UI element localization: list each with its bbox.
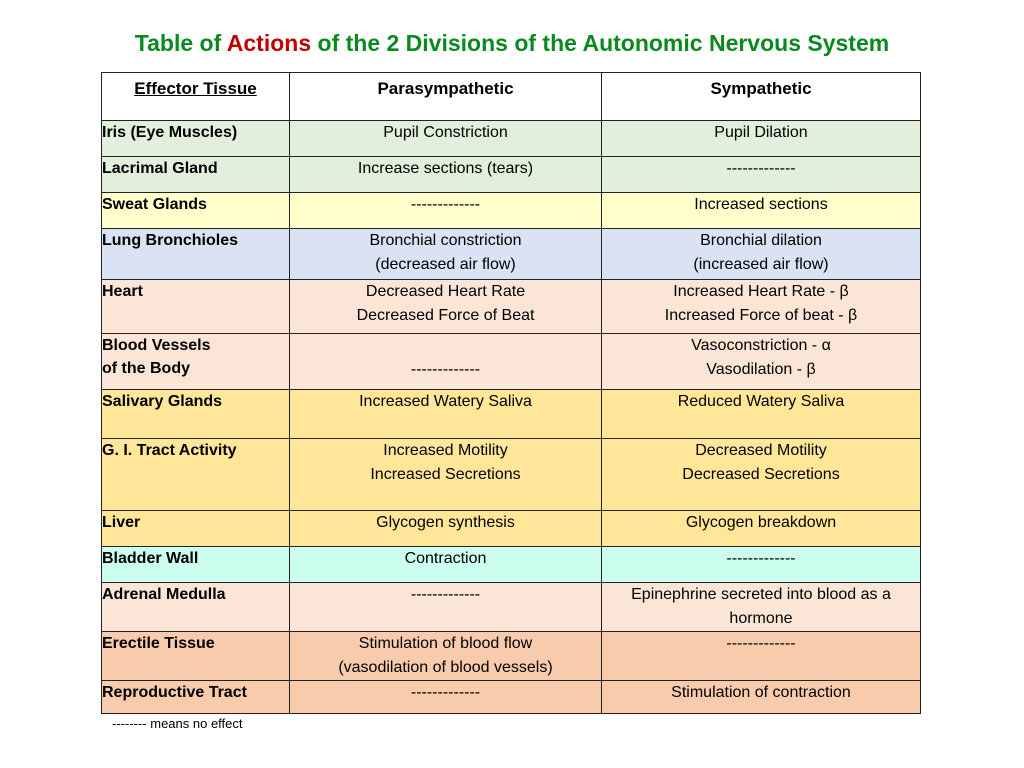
cell-line: Lung Bronchioles (102, 232, 238, 249)
tissue-cell (102, 547, 290, 583)
cell-line: (increased air flow) (693, 256, 829, 273)
tissue-cell (102, 157, 290, 193)
table-row (102, 280, 921, 334)
tissue-cell (102, 583, 290, 632)
cell-line: Reduced Watery Saliva (677, 393, 845, 410)
cell-line: ------------- (410, 586, 481, 603)
parasympathetic-cell (290, 280, 602, 334)
sympathetic-cell (602, 334, 921, 390)
sympathetic-cell (602, 511, 921, 547)
tissue-cell (102, 632, 290, 681)
sympathetic-cell (602, 121, 921, 157)
sympathetic-cell (602, 390, 921, 439)
cell-line: ------------- (410, 361, 481, 378)
parasympathetic-cell (290, 229, 602, 280)
table-row (102, 547, 921, 583)
table-row (102, 439, 921, 511)
cell-line: Iris (Eye Muscles) (102, 124, 238, 141)
tissue-cell (102, 681, 290, 714)
tissue-cell (102, 511, 290, 547)
table-row (102, 334, 921, 390)
cell-line: ------------- (726, 160, 796, 177)
header-row (102, 73, 921, 121)
cell-line: Reproductive Tract (102, 684, 247, 701)
cell-line: ------------- (410, 684, 481, 701)
sympathetic-cell (602, 583, 921, 632)
cell-line: (decreased air flow) (375, 256, 516, 273)
cell-line: Bronchial constriction (369, 232, 522, 249)
sympathetic-cell (602, 280, 921, 334)
cell-line: Pupil Constriction (383, 124, 508, 141)
parasympathetic-cell (290, 334, 602, 390)
parasympathetic-cell (290, 547, 602, 583)
cell-line: Contraction (404, 550, 487, 567)
cell-line: Vasodilation - β (706, 361, 816, 378)
sympathetic-cell (602, 439, 921, 511)
footnote: -------- means no effect (112, 716, 243, 731)
table-row (102, 157, 921, 193)
cell-line: Lacrimal Gland (102, 160, 218, 177)
cell-line: Liver (102, 514, 141, 531)
sympathetic-cell (602, 681, 921, 714)
page-title (0, 30, 1024, 57)
cell-line: Increase sections (tears) (357, 160, 534, 177)
cell-line: Stimulation of contraction (671, 684, 851, 701)
cell-line: Epinephrine secreted into blood as a (631, 586, 891, 603)
cell-line: Sweat Glands (102, 196, 207, 213)
title-text-1: Table of (134, 30, 227, 56)
cell-line: Increased Secretions (370, 466, 521, 483)
cell-line: Pupil Dilation (714, 124, 808, 141)
cell-line: Decreased Force of Beat (356, 307, 535, 324)
cell-line: Erectile Tissue (102, 635, 215, 652)
parasympathetic-cell (290, 681, 602, 714)
table-row (102, 583, 921, 632)
cell-line: Bronchial dilation (700, 232, 822, 249)
cell-line: ------------- (726, 635, 796, 652)
title-text-2: of the 2 Divisions of the Autonomic Nervous System (311, 30, 890, 56)
cell-line: ------------- (410, 196, 481, 213)
cell-line: hormone (729, 610, 793, 627)
cell-line: Increased Watery Saliva (359, 393, 532, 410)
parasympathetic-cell (290, 193, 602, 229)
tissue-cell (102, 229, 290, 280)
parasympathetic-cell (290, 121, 602, 157)
sympathetic-cell (602, 632, 921, 681)
cell-line: Increased Heart Rate - β (673, 283, 849, 300)
cell-line: Salivary Glands (102, 393, 223, 410)
header-sympathetic: Sympathetic (602, 73, 921, 121)
cell-line: Decreased Heart Rate (365, 283, 526, 300)
parasympathetic-cell (290, 632, 602, 681)
table-row (102, 121, 921, 157)
cell-line: Increased sections (694, 196, 828, 213)
table-row (102, 193, 921, 229)
tissue-cell (102, 390, 290, 439)
actions-table (101, 72, 921, 714)
cell-line: Glycogen breakdown (685, 514, 837, 531)
sympathetic-cell (602, 157, 921, 193)
sympathetic-cell (602, 547, 921, 583)
cell-line: G. I. Tract Activity (102, 442, 237, 459)
cell-line: Vasoconstriction - α (691, 337, 831, 354)
table-row (102, 390, 921, 439)
cell-line: Glycogen synthesis (376, 514, 515, 531)
cell-line: of the Body (102, 360, 190, 377)
table-row (102, 229, 921, 280)
header-effector-tissue: Effector Tissue (102, 73, 290, 121)
cell-line: Decreased Motility (695, 442, 827, 459)
tissue-cell (102, 334, 290, 390)
tissue-cell (102, 439, 290, 511)
cell-line: Heart (102, 283, 143, 300)
parasympathetic-cell (290, 390, 602, 439)
cell-line: Adrenal Medulla (102, 586, 226, 603)
parasympathetic-cell (290, 439, 602, 511)
cell-line: Stimulation of blood flow (358, 635, 533, 652)
cell-line: (vasodilation of blood vessels) (338, 659, 553, 676)
cell-line: Blood Vessels (102, 337, 211, 354)
table-row (102, 632, 921, 681)
sympathetic-cell (602, 229, 921, 280)
table-row (102, 511, 921, 547)
table-row (102, 681, 921, 714)
tissue-cell (102, 280, 290, 334)
parasympathetic-cell (290, 511, 602, 547)
tissue-cell (102, 121, 290, 157)
cell-line: Bladder Wall (102, 550, 199, 567)
parasympathetic-cell (290, 583, 602, 632)
cell-line: Increased Motility (383, 442, 508, 459)
cell-line: Decreased Secretions (682, 466, 840, 483)
parasympathetic-cell (290, 157, 602, 193)
header-parasympathetic: Parasympathetic (290, 73, 602, 121)
cell-line: ------------- (726, 550, 796, 567)
title-accent: Actions (226, 30, 312, 56)
cell-line: Increased Force of beat - β (664, 307, 858, 324)
tissue-cell (102, 193, 290, 229)
sympathetic-cell (602, 193, 921, 229)
cell-line (290, 334, 601, 358)
